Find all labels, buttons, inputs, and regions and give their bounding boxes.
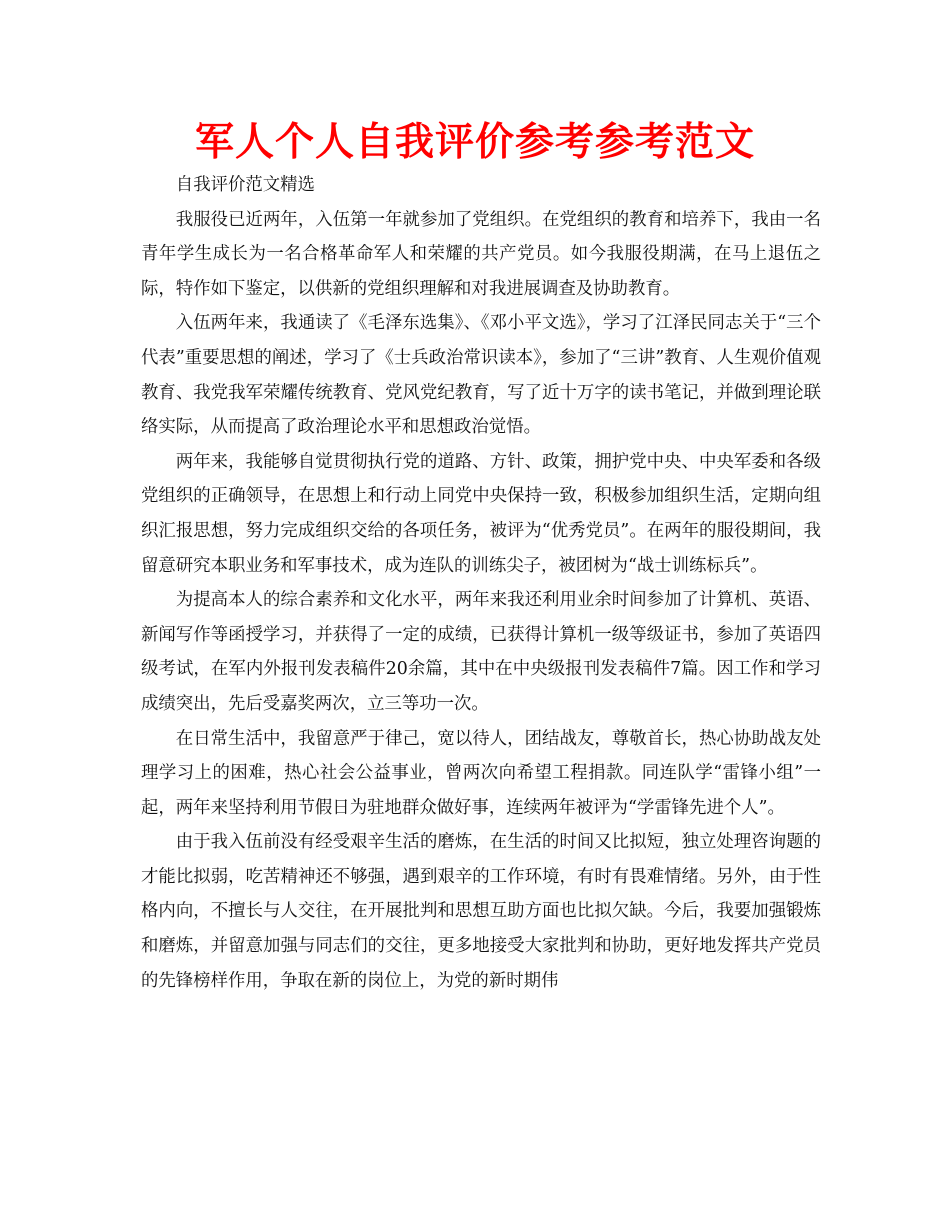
paragraph-6: 由于我入伍前没有经受艰辛生活的磨炼，在生活的时间又比拟短，独立处理咨询题的才能比拟弱，吃苦精神还不够强，遇到艰辛的工作环境，有时有畏难情绪。另外，由于性格内向，不擅长与人交往，在开展批判和思想互助方面也比拟欠缺。今后，我要加强锻炼和磨炼，并留意加强与同志们的交往，更多地接受大家批判和协助，更好地发挥共产党员的先锋榜样作用，争取在新的岗位上，为党的新时期伟 — [141, 832, 821, 991]
paragraph-5: 在日常生活中，我留意严于律己，宽以待人，团结战友，尊敬首长，热心协助战友处理学习上的困难，热心社会公益事业，曾两次向希望工程捐款。同连队学“雷锋小组”一起，两年来坚持利用节假日为驻地群众做好事，连续两年被评为“学雷锋先进个人”。 — [141, 728, 821, 818]
document-title: 军人个人自我评价参考参考范文 — [194, 120, 755, 165]
paragraph-3: 两年来，我能够自觉贯彻执行党的道路、方针、政策，拥护党中央、中央军委和各级党组织的正确领导，在思想上和行动上同党中央保持一致，积极参加组织生活，定期向组织汇报思想，努力完成组织交给的各项任务，被评为“优秀党员”。在两年的服役期间，我留意研究本职业务和军事技术，成为连队的训练尖子，被团树为“战士训练标兵”。 — [141, 451, 821, 576]
document-subtitle: 自我评价范文精选 — [175, 175, 315, 195]
paragraph-2: 入伍两年来，我通读了《毛泽东选集》、《邓小平文选》，学习了江泽民同志关于“三个代表”重要思想的阐述，学习了《士兵政治常识读本》，参加了“三讲”教育、人生观价值观教育、我党我军荣耀传统教育、党风党纪教育，写了近十万字的读书笔记，并做到理论联络实际，从而提高了政治理论水平和思想政治觉悟。 — [141, 313, 821, 438]
paragraph-1: 我服役已近两年，入伍第一年就参加了党组织。在党组织的教育和培养下，我由一名青年学生成长为一名合格革命军人和荣耀的共产党员。如今我服役期满，在马上退伍之际，特作如下鉴定，以供新的党组织理解和对我进展调查及协助教育。 — [141, 209, 821, 299]
paragraph-4: 为提高本人的综合素养和文化水平，两年来我还利用业余时间参加了计算机、英语、新闻写作等函授学习，并获得了一定的成绩，已获得计算机一级等级证书，参加了英语四级考试，在军内外报刊发表稿件20余篇，其中在中央级报刊发表稿件7篇。因工作和学习成绩突出，先后受嘉奖两次，立三等功一次。 — [141, 590, 821, 714]
document-body — [141, 168, 821, 998]
